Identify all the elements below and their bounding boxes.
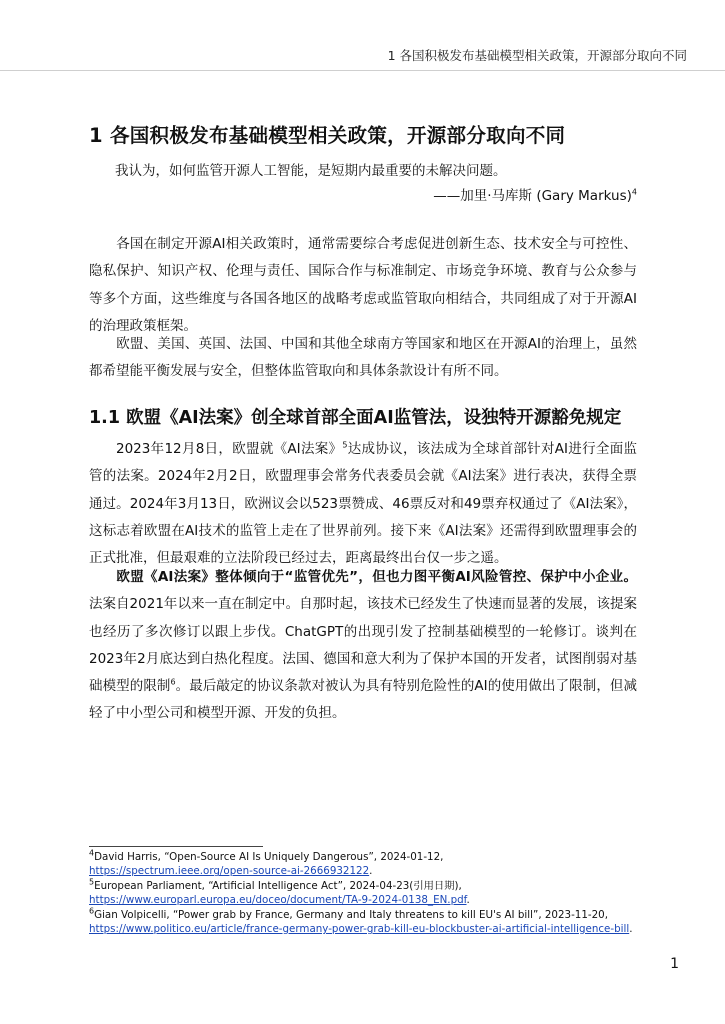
- section-title: 1.1 欧盟《AI法案》创全球首部全面AI监管法，设独特开源豁免规定: [89, 408, 622, 428]
- epigraph-source-text: ——加里·马库斯 (Gary Markus): [433, 188, 632, 204]
- footnote-text: European Parliament, “Artificial Intelligence Act”, 2024-04-23(引用日期),: [94, 879, 462, 892]
- footnote-link[interactable]: https://www.europarl.europa.eu/doceo/document/TA-9-2024-0138_EN.pdf: [89, 894, 467, 907]
- footnote-link[interactable]: https://www.politico.eu/article/france-germany-power-grab-kill-eu-blockbuster-ai-artificial-intelligence-bill: [89, 923, 630, 936]
- footnote-5: [89, 879, 649, 893]
- paragraph-3-text-a: 2023年12月8日，欧盟就《AI法案》: [116, 441, 343, 457]
- paragraph-4-bold-lead: 欧盟《AI法案》整体倾向于“监管优先”，但也力图平衡AI风险管控、保护中小企业。: [116, 569, 637, 585]
- footnote-link-suffix: .: [466, 894, 470, 907]
- footnote-4-link-line: [89, 864, 649, 878]
- page-number: 1: [670, 956, 679, 972]
- footnote-number: 6: [89, 906, 95, 916]
- footnote-4: [89, 850, 649, 864]
- footnote-ref-6[interactable]: 6: [170, 677, 176, 687]
- footnote-number: 4: [89, 848, 95, 858]
- footnote-ref-5[interactable]: 5: [342, 440, 348, 450]
- body-paragraph-2: [89, 331, 637, 386]
- epigraph-quote: 我认为，如何监管开源人工智能，是短期内最重要的未解决问题。: [115, 163, 507, 179]
- body-paragraph-4: [89, 564, 637, 728]
- running-header: 1 各国积极发布基础模型相关政策，开源部分取向不同: [387, 48, 687, 63]
- footnote-text: Gian Volpicelli, “Power grab by France, Germany and Italy threatens to kill EU's AI bill”, 2023-11-20,: [94, 908, 608, 921]
- footnote-link-suffix: .: [629, 923, 633, 936]
- epigraph-source: [433, 184, 637, 204]
- footnote-link-suffix: .: [369, 865, 373, 878]
- footnote-5-link-line: [89, 893, 649, 907]
- footnotes: [89, 850, 649, 936]
- footnote-link[interactable]: https://spectrum.ieee.org/open-source-ai-2666932122: [89, 865, 370, 878]
- paragraph-3-text-b: 达成协议，该法成为全球首部针对AI进行全面监管的法案。2024年2月2日，欧盟理事会常务代表委员会就《AI法案》进行表决，获得全票通过。2024年3月13日，欧洲议会以523票赞成、46票反对和49票弃权通过了《AI法案》，这标志着欧盟在AI技术的监管上走在了世界前列。接下来《AI法案》还需得到欧盟理事会的正式批准，但最艰难的立法阶段已经过去，距离最终出台仅一步之遥。: [89, 441, 637, 567]
- footnote-text: David Harris, “Open-Source AI Is Uniquely Dangerous”, 2024-01-12,: [94, 851, 444, 863]
- paragraph-1-text: 各国在制定开源AI相关政策时，通常需要综合考虑促进创新生态、技术安全与可控性、隐私保护、知识产权、伦理与责任、国际合作与标准制定、市场竞争环境、教育与公众参与等多个方面，这些维度与各国各地区的战略考虑或监管取向相结合，共同组成了对于开源AI的治理政策框架。: [89, 236, 637, 334]
- footnote-6: [89, 908, 649, 922]
- footnote-number: 5: [89, 877, 95, 887]
- footnote-divider: [89, 846, 263, 847]
- body-paragraph-1: [89, 231, 637, 340]
- body-paragraph-3: [89, 436, 637, 572]
- paragraph-2-text: 欧盟、美国、英国、法国、中国和其他全球南方等国家和地区在开源AI的治理上，虽然都希望能平衡发展与安全，但整体监管取向和具体条款设计有所不同。: [89, 336, 637, 380]
- footnote-ref-4[interactable]: 4: [631, 187, 637, 197]
- paragraph-4-text-a: 法案自2021年以来一直在制定中。自那时起，该技术已经发生了快速而显著的发展，该提案也经历了多次修订以跟上步伐。ChatGPT的出现引发了控制基础模型的一轮修订。谈判在2023年2月底达到白热化程度。法国、德国和意大利为了保护本国的开发者，试图削弱对基础模型的限制: [89, 596, 637, 695]
- footnote-6-link-line: [89, 922, 649, 936]
- header-divider: [0, 70, 725, 71]
- paragraph-4-text-b: 。最后敲定的协议条款对被认为具有特别危险性的AI的使用做出了限制，但减轻了中小型公司和模型开源、开发的负担。: [89, 678, 638, 722]
- chapter-title: 1 各国积极发布基础模型相关政策，开源部分取向不同: [89, 124, 566, 147]
